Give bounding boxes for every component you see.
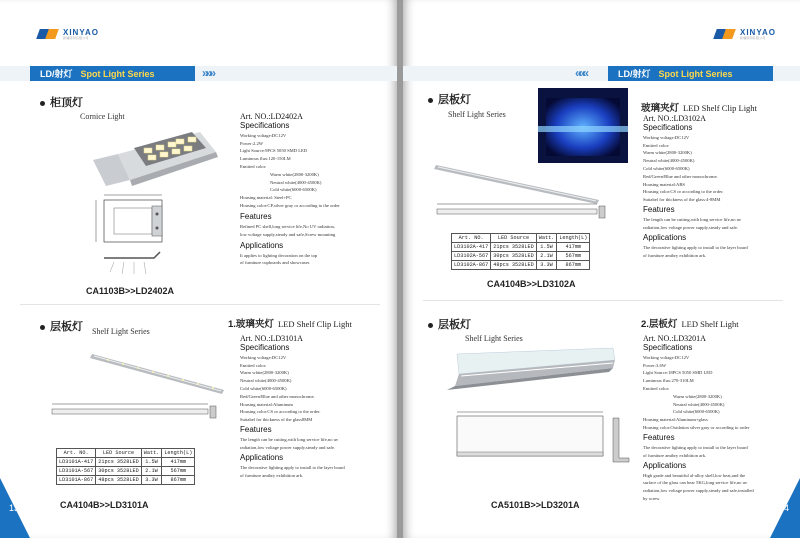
features-heading: Features: [240, 425, 272, 435]
ld3201a-spec-block: Art. NO.:LD3201A Specifications Working voltage:DC12V Power:3.6W Light Source:18PCS 5050 SMD LED Luminous flux:270-310LM Emitted color: Warm white(2800-3200K) Neutral white(4000-4500K) Cold white(6000-6500K) Housing material:Aluminum+glass Housing color:Oxidation silver gray or according to order Features The decorative lighting apply to install to the layer board of furniture amibry exhibition ark. Applications High grade and beautiful al-alloy shell,low heat,and the surface of the glass can bear 5KG,long service life,no uv radiation,low voltage power supply,steady and safe,installed by screw: [643, 334, 793, 504]
art-number: Art. NO.:LD3101A: [240, 334, 303, 343]
product-title: 2.层板灯 LED Shelf Light: [641, 319, 739, 330]
table-row: LD3102A-417 21pcs 3528LED 1.5W 417mm: [452, 243, 590, 252]
art-number: Art. NO.:LD2402A: [240, 112, 303, 121]
series-cn: LD/射灯: [618, 69, 651, 79]
product-code: CA4104B>>LD3102A: [487, 279, 576, 289]
product-code: CA1103B>>LD2402A: [86, 286, 175, 296]
cornice-light-image: [88, 120, 228, 190]
series-badge: [30, 66, 195, 81]
brand-tagline: 新耀照明有限公司: [63, 35, 89, 40]
table-row: LD3101A-567 30pcs 3528LED 2.1W 567mm: [57, 467, 195, 476]
chevron-right-icon: »»»: [202, 66, 214, 80]
applications-heading: Applications: [240, 240, 284, 250]
spec-heading: Specifications: [643, 343, 693, 353]
section-divider: [20, 304, 380, 305]
features-heading: Features: [240, 212, 272, 222]
product-code: CA4104B>>LD3101A: [60, 500, 149, 510]
section-subtitle: Shelf Light Series: [92, 327, 150, 336]
art-number: Art. NO.:LD3201A: [643, 334, 706, 343]
series-header: [403, 66, 800, 81]
product-title: 玻璃夹灯 LED Shelf Clip Light: [641, 103, 757, 114]
clip-light-image: [433, 160, 603, 205]
section-subtitle: Cornice Light: [80, 112, 125, 121]
left-page: [0, 0, 397, 538]
section-title: 柜顶灯: [40, 94, 83, 110]
shelf-light-image: [437, 346, 617, 406]
logo-icon: [38, 28, 60, 40]
section-divider: [423, 300, 783, 301]
section-title: 层板灯: [428, 91, 471, 107]
brand-tagline: 新耀照明有限公司: [740, 35, 766, 40]
page-number: 14: [779, 503, 790, 513]
table-row: LD3102A-567 30pcs 3528LED 2.1W 567mm: [452, 252, 590, 261]
brand-logo: [38, 28, 99, 40]
clip-dimension-drawing: [48, 400, 228, 426]
table-row: LD3102A-867 48pcs 3528LED 3.3W 867mm: [452, 261, 590, 270]
ld3102a-spec-block: Art. NO.:LD3102A Specifications Working voltage:DC12V Emitted color: Warm white(2800-3200K) Neutral white(4000-4500K) Cold white(6000-6500K) Red/Green/Blue and other monochrome. Housing material:ABS Housing color:CS or according to the order. Suitabel for thickness of the glass:4-8MM Features The length can be cutting,with long service life,no uv radiation,low voltage power supply,steady and safe. Applications The decorative lighting apply to install to the layer board of furniture amibry exhibition ark.: [643, 114, 793, 260]
section-subtitle: Shelf Light Series: [448, 110, 506, 119]
series-en: Spot Light Series: [658, 68, 733, 79]
chevron-left-icon: «««: [575, 66, 587, 80]
section-subtitle: Shelf Light Series: [465, 334, 523, 343]
table-row: LD3101A-417 21pcs 3528LED 1.5W 417mm: [57, 458, 195, 467]
clip-dimension-drawing: [433, 200, 613, 224]
product-title: 1.玻璃夹灯 LED Shelf Clip Light: [228, 319, 352, 330]
series-header: [0, 66, 397, 81]
applications-heading: Applications: [643, 460, 687, 470]
series-badge: [608, 66, 773, 81]
series-cn: LD/射灯: [40, 69, 73, 79]
applications-heading: Applications: [240, 453, 284, 463]
section-title: 层板灯: [40, 318, 83, 334]
brand-name: XINYAO: [740, 27, 776, 37]
clip-light-glow-photo: [538, 88, 628, 163]
clip-light-image: [88, 348, 228, 400]
features-heading: Features: [643, 205, 675, 215]
spec-heading: Specifications: [240, 343, 290, 353]
cornice-dimension-drawing: [84, 192, 194, 280]
applications-heading: Applications: [643, 233, 687, 243]
right-page: [403, 0, 800, 538]
brand-name: XINYAO: [63, 27, 99, 37]
ld3101a-spec-block: Art. NO.:LD3101A Specifications Working voltage:DC12V Emitted color: Warm white(2800-3200K) Neutral white(4000-4500K) Cold white(6000-6500K) Red/Green/Blue and other monochrome. Housing material:Aluminum Housing color:CS or according to the order. Suitabel for thickness of the glass8MM Features The length can be cutting,with long service life,no uv radiation,low voltage power supply,steady and safe. Applications The decorative lighting apply to install to the layer board of furniture amibry exhibition ark.: [240, 334, 390, 480]
page-number: 13: [9, 503, 20, 513]
ld3102a-spec-table: Art. NO. LED Source Watt. Length(L) LD3102A-417 21pcs 3528LED 1.5W 417mm LD3102A-567 30pcs 3528LED 2.1W 567mm LD3102A-867 48pcs 3528LED 3.3W 867mm: [451, 233, 590, 270]
product-code: CA5101B>>LD3201A: [491, 500, 580, 510]
spec-heading: Specifications: [240, 121, 290, 131]
ld2402a-spec-block: Art. NO.:LD2402A Specifications Working voltage:DC12V Power:2.2W Light Source:9PCS 5050 SMD LED Luminous flux:120-150LM Emitted color: Warm white(2800-3200K) Neutral white(4000-4500K) Cold white(6000-6500K) Housing material: Steel+PC Housing color:CP,silver gray or according to the order Features Refined PC shell,long service life,No UV radiation, low voltage supply,steady and safe,Screw mounting Applications It applies to lighting decoration on the top of furniture cupboards and showcases: [240, 112, 390, 268]
ld3101a-spec-table: Art. NO. LED Source Watt. Length(L) LD3101A-417 21pcs 3528LED 1.5W 417mm LD3101A-567 30pcs 3528LED 2.1W 567mm LD3101A-867 48pcs 3528LED 3.3W 867mm: [56, 448, 195, 485]
series-en: Spot Light Series: [80, 68, 155, 79]
spec-heading: Specifications: [643, 123, 693, 133]
logo-icon: [715, 28, 737, 40]
art-number: Art. NO.:LD3102A: [643, 114, 706, 123]
features-heading: Features: [643, 433, 675, 443]
brand-logo: [715, 28, 776, 40]
shelf-dimension-drawing: [453, 408, 633, 468]
section-title: 层板灯: [428, 316, 471, 332]
table-row: LD3101A-867 48pcs 3528LED 3.3W 867mm: [57, 476, 195, 485]
